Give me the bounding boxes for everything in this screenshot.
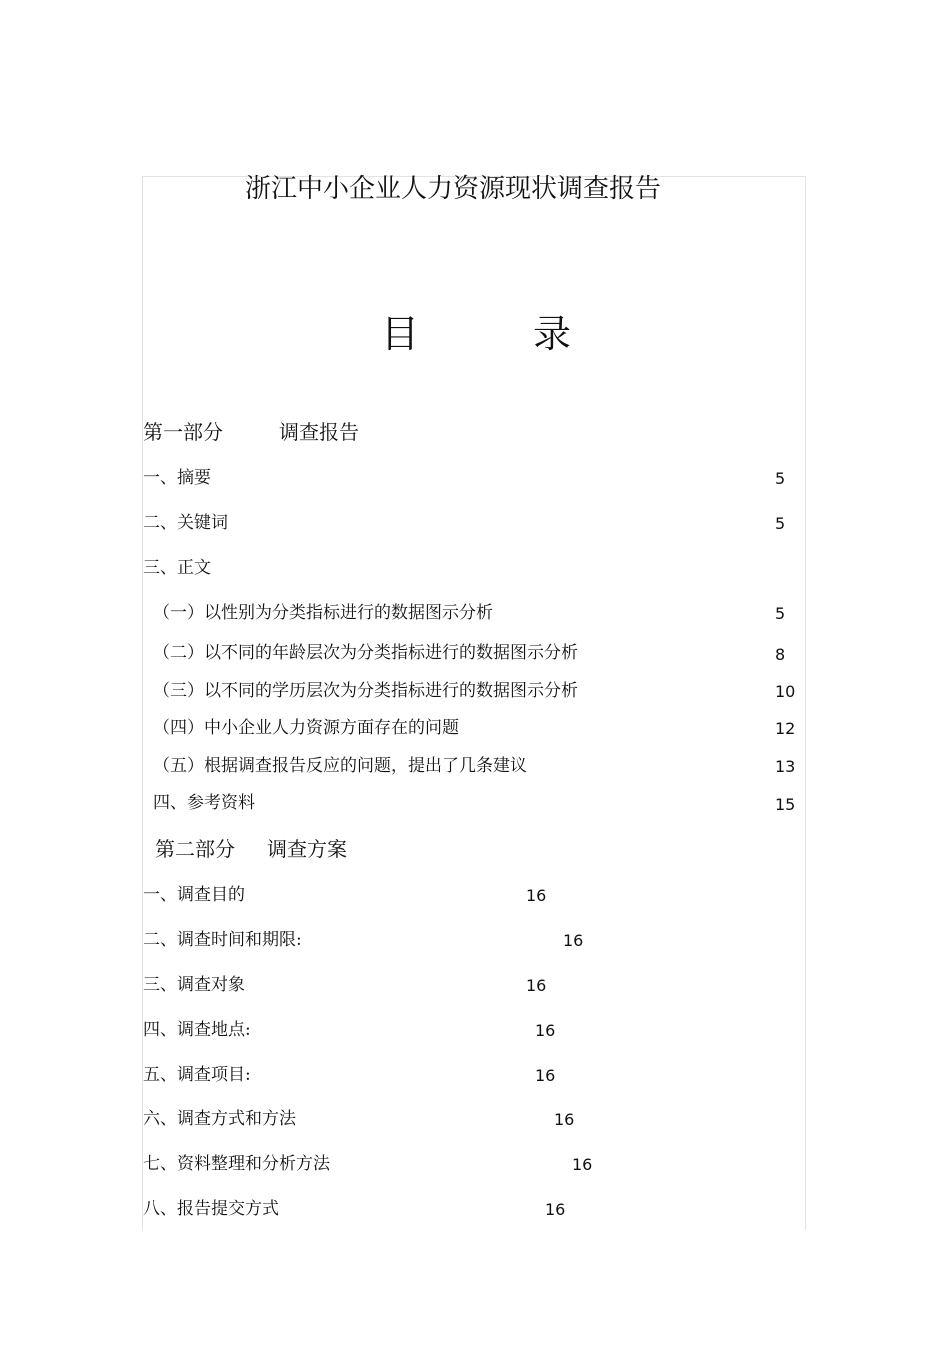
document-title: 浙江中小企业人力资源现状调查报告 bbox=[245, 174, 662, 204]
toc-entry-data-analysis[interactable]: 七、资料整理和分析方法 bbox=[143, 1154, 330, 1174]
toc-entry-suggestions[interactable]: （五）根据调查报告反应的问题，提出了几条建议 bbox=[153, 756, 527, 776]
toc-page-number: 16 bbox=[526, 976, 547, 995]
toc-page-number: 13 bbox=[775, 757, 796, 776]
toc-entry-location[interactable]: 四、调查地点: bbox=[143, 1020, 251, 1040]
toc-entry-main-text[interactable]: 三、正文 bbox=[143, 558, 211, 578]
toc-page-number: 10 bbox=[775, 682, 796, 701]
toc-page-number: 16 bbox=[535, 1021, 556, 1040]
toc-entry-age-analysis[interactable]: （二）以不同的年龄层次为分类指标进行的数据图示分析 bbox=[153, 643, 578, 663]
toc-page-number: 15 bbox=[775, 795, 796, 814]
toc-entry-education-analysis[interactable]: （三）以不同的学历层次为分类指标进行的数据图示分析 bbox=[153, 681, 578, 701]
toc-entry-submission[interactable]: 八、报告提交方式 bbox=[143, 1199, 279, 1219]
toc-page-number: 5 bbox=[775, 469, 786, 488]
toc-entry-gender-analysis[interactable]: （一）以性别为分类指标进行的数据图示分析 bbox=[153, 603, 493, 623]
toc-page-number: 16 bbox=[554, 1110, 575, 1129]
toc-page-number: 16 bbox=[572, 1155, 593, 1174]
toc-page-number: 12 bbox=[775, 719, 796, 738]
toc-entry-items[interactable]: 五、调查项目: bbox=[143, 1065, 251, 1085]
toc-page-number: 5 bbox=[775, 514, 786, 533]
toc-entry-abstract[interactable]: 一、摘要 bbox=[143, 468, 211, 488]
toc-page-number: 8 bbox=[775, 645, 786, 664]
part1-label: 第一部分 bbox=[143, 420, 223, 444]
toc-page-number: 16 bbox=[545, 1200, 566, 1219]
toc-entry-keywords[interactable]: 二、关键词 bbox=[143, 513, 228, 533]
toc-page-number: 5 bbox=[775, 604, 786, 623]
toc-page-number: 16 bbox=[526, 886, 547, 905]
toc-heading-left: 目 bbox=[381, 312, 420, 356]
toc-entry-methods[interactable]: 六、调查方式和方法 bbox=[143, 1109, 296, 1129]
toc-page-number: 16 bbox=[563, 931, 584, 950]
toc-entry-purpose[interactable]: 一、调查目的 bbox=[143, 885, 245, 905]
toc-heading-right: 录 bbox=[533, 312, 572, 356]
part2-name: 调查方案 bbox=[267, 837, 347, 861]
part2-label: 第二部分 bbox=[155, 837, 235, 861]
toc-entry-time-period[interactable]: 二、调查时间和期限: bbox=[143, 930, 302, 950]
toc-entry-subjects[interactable]: 三、调查对象 bbox=[143, 975, 245, 995]
toc-entry-references[interactable]: 四、参考资料 bbox=[153, 793, 255, 813]
part1-name: 调查报告 bbox=[279, 420, 359, 444]
toc-page-number: 16 bbox=[535, 1066, 556, 1085]
toc-entry-problems[interactable]: （四）中小企业人力资源方面存在的问题 bbox=[153, 718, 459, 738]
